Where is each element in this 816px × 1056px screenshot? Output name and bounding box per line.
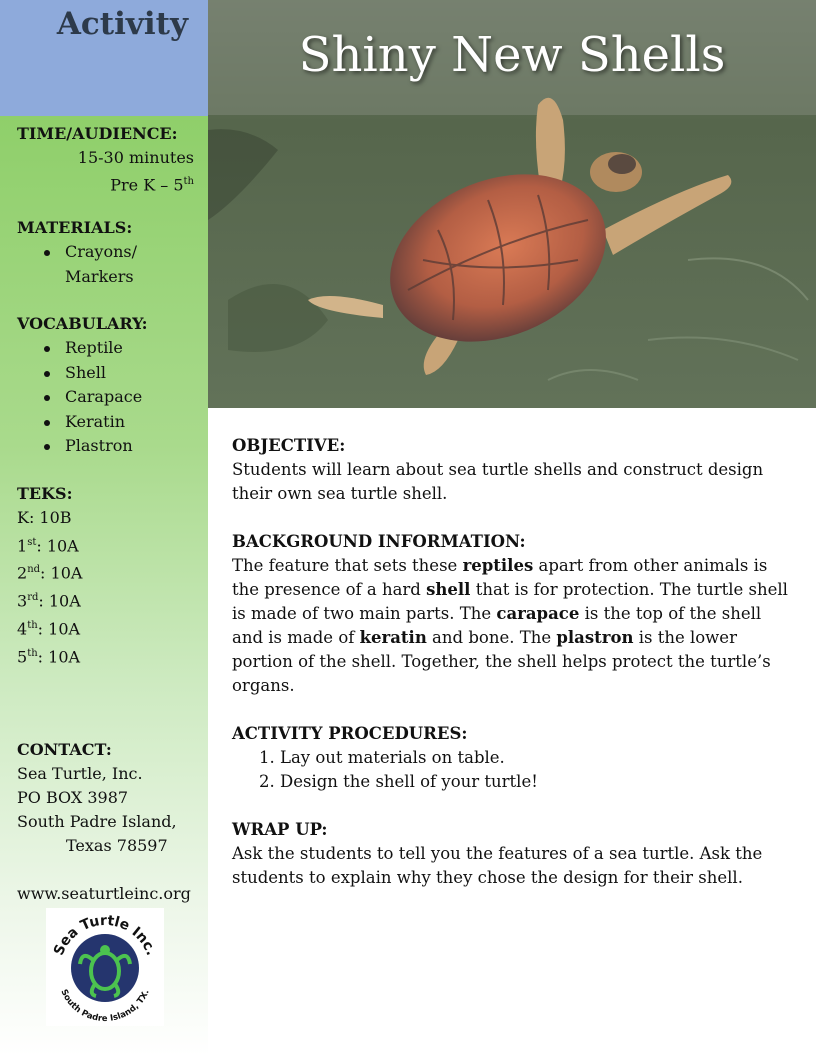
grade-range-text: Pre K – 5: [110, 175, 184, 195]
term-keratin: keratin: [359, 628, 427, 647]
main-content: [232, 434, 797, 914]
background-text-part: is the lower portion of the shell. Together, the shell helps protect the turtle’s organs.: [232, 628, 771, 695]
background-text-part: and bone. The: [426, 628, 557, 647]
list-item: Plastron: [0, 434, 142, 459]
activity-title: Shiny New Shells: [298, 27, 726, 83]
contact-label: CONTACT:: [17, 740, 112, 759]
sea-turtle-inc-logo: [46, 908, 164, 1026]
background-text-part: that is for protection. The turtle shell is made of two main parts. The: [232, 580, 788, 623]
hero-turtle-photo: [208, 0, 816, 408]
teks-code: : 10B: [28, 508, 72, 527]
contact-org: Sea Turtle, Inc.: [17, 764, 143, 783]
teks-grade-sup: rd: [27, 592, 39, 604]
wrap-up-heading: WRAP UP:: [232, 820, 328, 839]
list-item: Shell: [0, 361, 142, 386]
list-item: [17, 642, 82, 670]
grade-range: [110, 170, 194, 198]
list-item: Carapace: [0, 385, 142, 410]
list-item: [17, 558, 82, 586]
contact-state: Texas 78597: [66, 836, 168, 855]
time-audience-label: TIME/AUDIENCE:: [17, 124, 178, 143]
term-carapace: carapace: [496, 604, 580, 623]
teks-grade-sup: th: [27, 647, 38, 659]
background-text-part: is the top of the shell and is made of: [232, 604, 762, 647]
teks-code: : 10A: [40, 563, 83, 583]
teks-grade-sup: st: [27, 536, 37, 548]
objective-heading: OBJECTIVE:: [232, 436, 346, 455]
background-text: [232, 554, 797, 698]
materials-list: [0, 240, 137, 289]
list-item: 1. Lay out materials on table.: [280, 746, 797, 770]
teks-grade: 3: [17, 591, 28, 611]
teks-grade: 1: [17, 535, 28, 555]
background-heading: BACKGROUND INFORMATION:: [232, 532, 526, 551]
teks-code: : 10A: [36, 535, 79, 555]
list-item: [0, 240, 137, 289]
objective-text: Students will learn about sea turtle shells and construct design their own sea turtle shell.: [232, 460, 764, 503]
vocabulary-label: VOCABULARY:: [17, 314, 148, 333]
sidebar: [0, 116, 208, 1056]
background-text-part: apart from other animals is the presence of a hard: [232, 556, 768, 599]
website-link[interactable]: www.seaturtleinc.org: [17, 884, 191, 903]
teks-grade: 5: [17, 647, 28, 667]
objective-section: [232, 434, 797, 506]
grade-range-sup: th: [183, 176, 194, 187]
activity-label: Activity: [56, 6, 188, 42]
list-item: Reptile: [0, 336, 142, 361]
teks-grade-sup: th: [27, 619, 38, 631]
list-item: 2. Design the shell of your turtle!: [280, 770, 797, 794]
materials-label: MATERIALS:: [17, 218, 133, 237]
time-duration: 15-30 minutes: [77, 148, 194, 167]
procedures-section: [232, 722, 797, 794]
teks-grade: 4: [17, 619, 28, 639]
wrap-up-section: [232, 818, 797, 890]
procedures-heading: ACTIVITY PROCEDURES:: [232, 724, 468, 743]
vocabulary-list: [0, 336, 142, 459]
teks-code: : 10A: [37, 619, 81, 639]
contact-po-box: PO BOX 3987: [17, 788, 129, 807]
list-item: [17, 586, 82, 614]
material-line-2: Markers: [65, 266, 134, 286]
teks-code: : 10A: [37, 647, 81, 667]
background-text-part: The feature that sets these: [232, 556, 463, 575]
wrap-up-text: Ask the students to tell you the features of a sea turtle. Ask the students to explain why they chose the design for their shell.: [232, 844, 763, 887]
teks-grade-sup: nd: [27, 564, 41, 576]
logo-bottom-text: South Padre Island, TX.: [58, 988, 152, 1025]
term-reptiles: reptiles: [462, 556, 534, 575]
teks-label: TEKS:: [17, 484, 73, 503]
list-item: [17, 506, 82, 531]
teks-list: [17, 506, 82, 670]
term-plastron: plastron: [556, 628, 634, 647]
logo-top-text: Sea Turtle Inc.: [50, 912, 160, 958]
procedures-list: [232, 746, 797, 794]
contact-city: South Padre Island,: [17, 812, 177, 831]
list-item: [17, 531, 82, 559]
logo-graphic: [46, 908, 164, 1026]
list-item: [17, 614, 82, 642]
background-section: [232, 530, 797, 698]
teks-code: : 10A: [38, 591, 81, 611]
activity-header: [0, 0, 208, 116]
teks-grade: 2: [17, 563, 28, 583]
material-line-1: Crayons/: [65, 242, 138, 261]
list-item: Keratin: [0, 410, 142, 435]
teks-grade: K: [17, 508, 29, 527]
term-shell: shell: [426, 580, 471, 599]
